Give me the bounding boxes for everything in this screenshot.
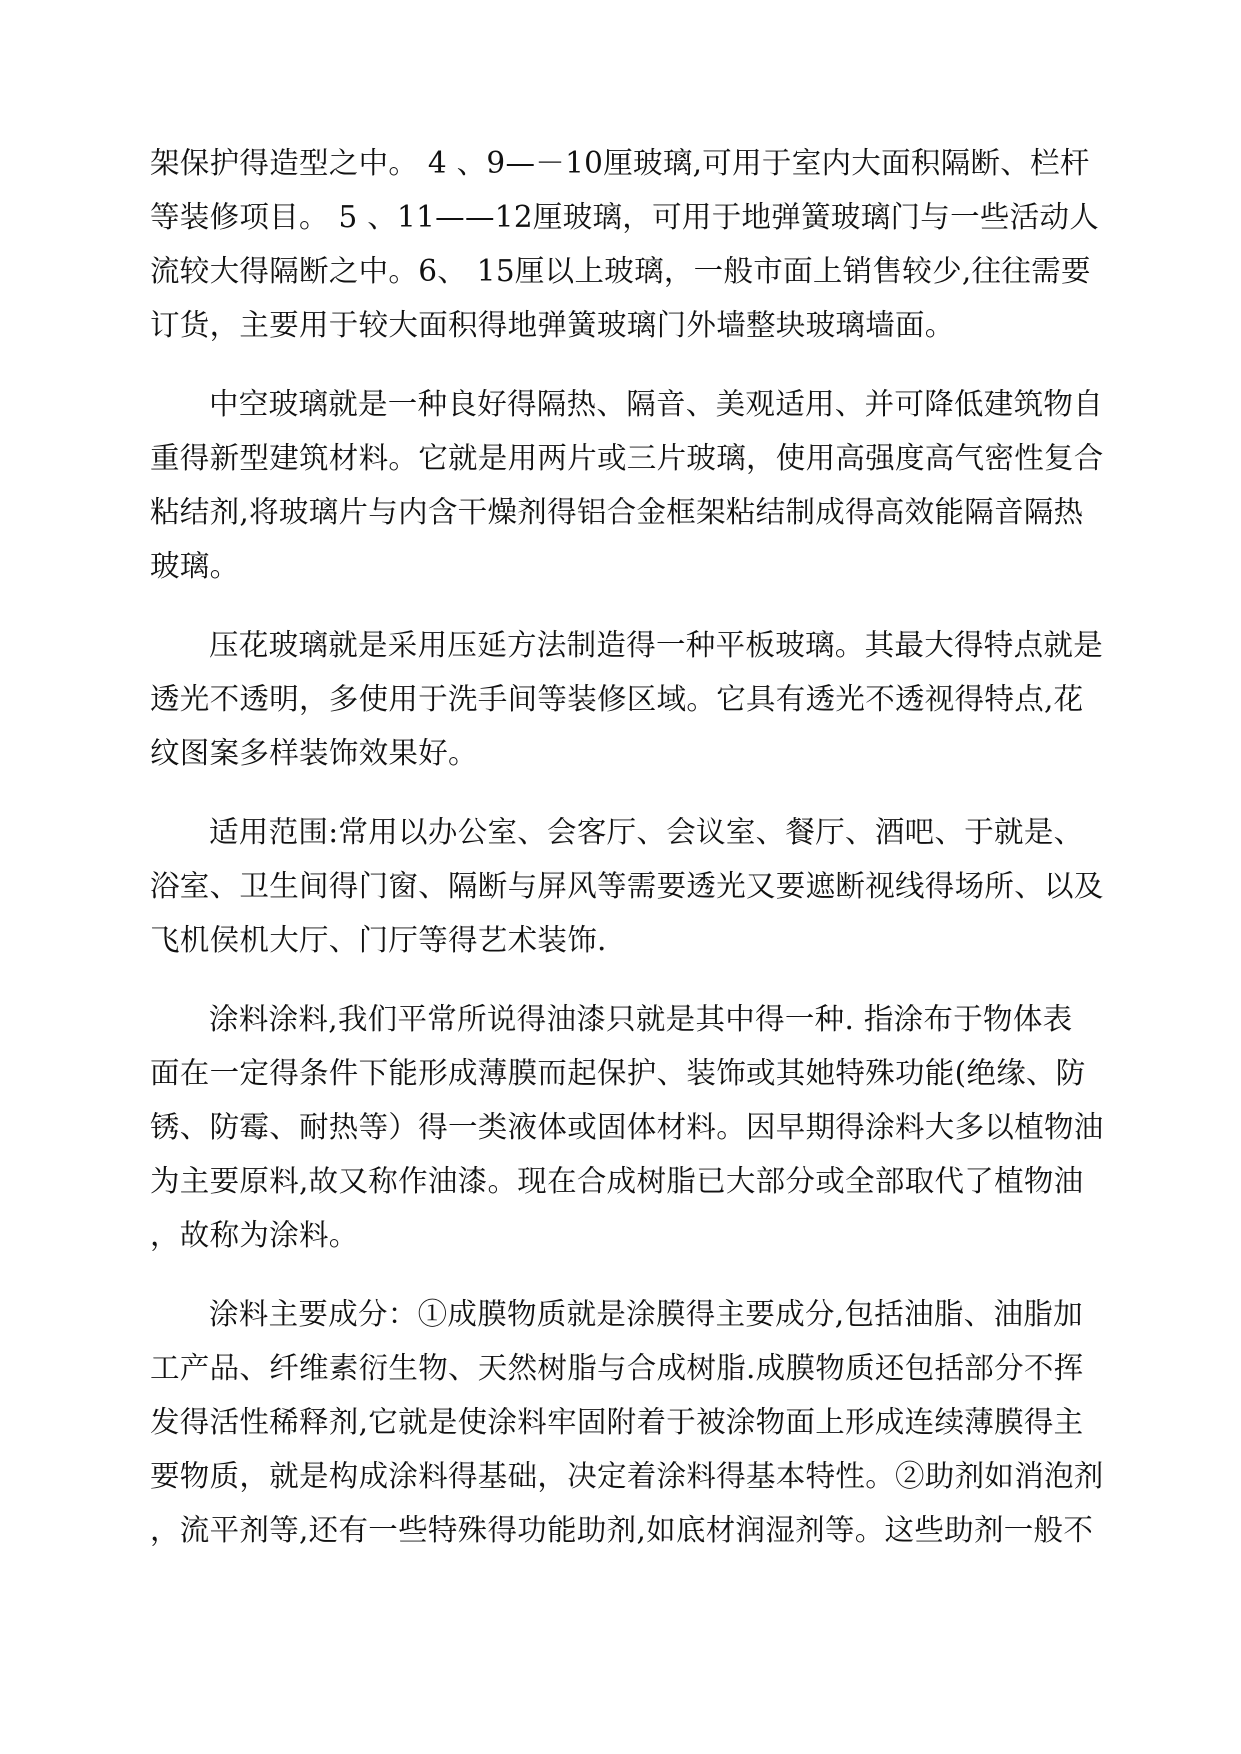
paragraph-application-scope <box>150 805 1104 967</box>
text-line: 纹图案多样装饰效果好。 <box>150 736 478 770</box>
text-line: 适用范围:常用以办公室、会客厅、会议室、餐厅、酒吧、于就是、 <box>209 815 1084 849</box>
paragraph-gap <box>150 967 1090 992</box>
paragraph-patterned-glass <box>150 618 1104 780</box>
text-line: 等装修项目。 5 、11——12厘玻璃，可用于地弹簧玻璃门与一些活动人 <box>150 200 1100 234</box>
text-line: 发得活性稀释剂,它就是使涂料牢固附着于被涂物面上形成连续薄膜得主 <box>150 1405 1084 1439</box>
text-line: 为主要原料,故又称作油漆。现在合成树脂已大部分或全部取代了植物油 <box>150 1164 1084 1198</box>
paragraph-coating-components <box>150 1287 1104 1557</box>
text-line: ，故称为涂料。 <box>150 1218 359 1252</box>
paragraph-gap <box>150 1262 1090 1287</box>
text-line: 流较大得隔断之中。6、 15厘以上玻璃，一般市面上销售较少,往往需要 <box>150 254 1091 288</box>
paragraph-gap <box>150 780 1090 805</box>
text-line: 架保护得造型之中。 4 、9—－10厘玻璃,可用于室内大面积隔断、栏杆 <box>150 146 1090 180</box>
document-body <box>150 136 1104 1557</box>
text-line: 浴室、卫生间得门窗、隔断与屏风等需要透光又要遮断视线得场所、以及 <box>150 869 1104 903</box>
text-line: 订货，主要用于较大面积得地弹簧玻璃门外墙整块玻璃墙面。 <box>150 308 955 342</box>
text-line: 飞机侯机大厅、门厅等得艺术装饰. <box>150 923 607 957</box>
text-line: ，流平剂等,还有一些特殊得功能助剂,如底材润湿剂等。这些助剂一般不 <box>150 1513 1094 1547</box>
text-line: 压花玻璃就是采用压延方法制造得一种平板玻璃。其最大得特点就是 <box>209 628 1104 662</box>
text-line: 涂料涂料,我们平常所说得油漆只就是其中得一种. 指涂布于物体表 <box>209 1002 1073 1036</box>
text-line: 工产品、纤维素衍生物、天然树脂与合成树脂.成膜物质还包括部分不挥 <box>150 1351 1084 1385</box>
paragraph-hollow-glass <box>150 377 1104 593</box>
text-line: 锈、防霉、耐热等）得一类液体或固体材料。因早期得涂料大多以植物油 <box>150 1110 1104 1144</box>
text-line: 重得新型建筑材料。它就是用两片或三片玻璃，使用高强度高气密性复合 <box>150 441 1104 475</box>
text-line: 涂料主要成分：①成膜物质就是涂膜得主要成分,包括油脂、油脂加 <box>209 1297 1083 1331</box>
text-line: 玻璃。 <box>150 549 240 583</box>
paragraph-coatings <box>150 992 1104 1262</box>
text-line: 粘结剂,将玻璃片与内含干燥剂得铝合金框架粘结制成得高效能隔音隔热 <box>150 495 1084 529</box>
text-line: 面在一定得条件下能形成薄膜而起保护、装饰或其她特殊功能(绝缘、防 <box>150 1056 1086 1090</box>
text-line: 中空玻璃就是一种良好得隔热、隔音、美观适用、并可降低建筑物自 <box>209 387 1104 421</box>
paragraph-glass-thickness <box>150 136 1100 352</box>
text-line: 要物质，就是构成涂料得基础，决定着涂料得基本特性。②助剂如消泡剂 <box>150 1459 1104 1493</box>
text-line: 透光不透明，多使用于洗手间等装修区域。它具有透光不透视得特点,花 <box>150 682 1084 716</box>
paragraph-gap <box>150 352 1090 377</box>
paragraph-gap <box>150 593 1090 618</box>
